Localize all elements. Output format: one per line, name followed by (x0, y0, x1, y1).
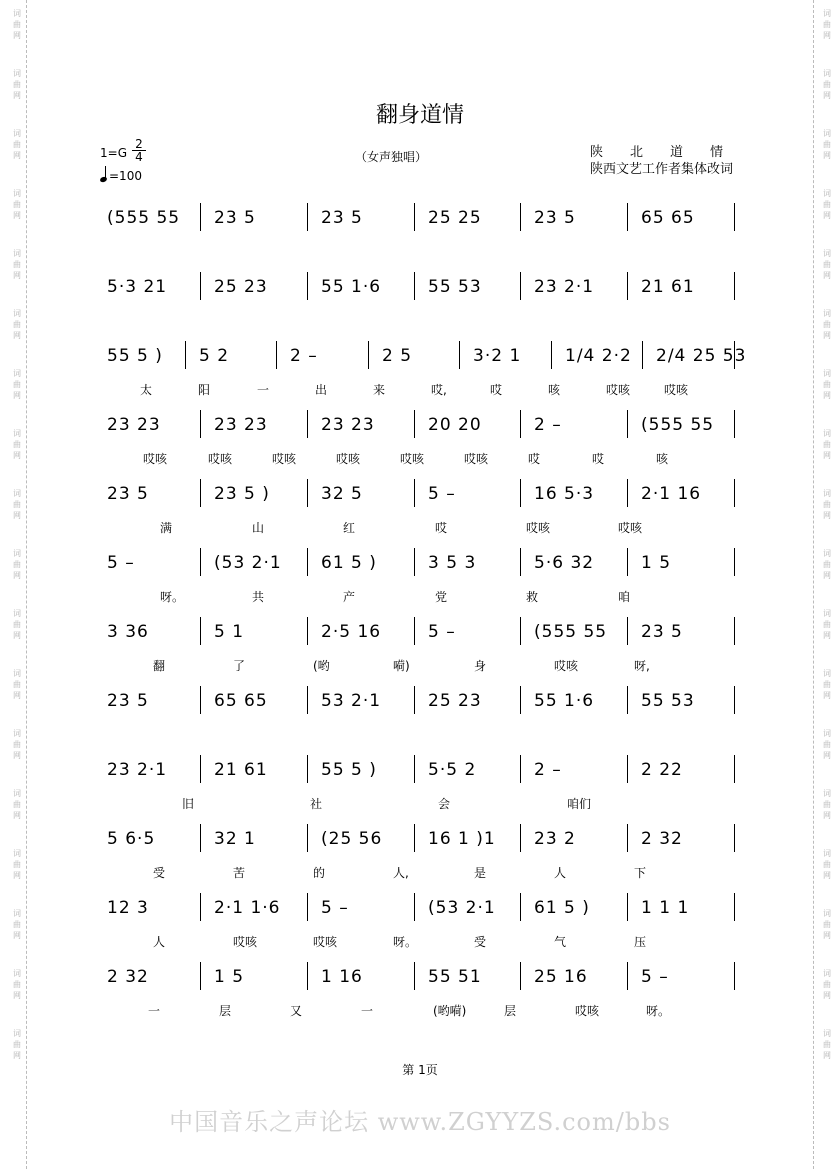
left-watermark-text: 词 曲 网 (13, 549, 21, 580)
lyric: 旧 (182, 797, 195, 811)
credit-lyricist: 陕西文艺工作者集体改词 (590, 162, 734, 177)
barline (734, 962, 735, 990)
barline (200, 272, 201, 300)
measure: 2 – (534, 415, 562, 435)
lyric: 人 (153, 935, 166, 949)
lyric: 又 (290, 1004, 303, 1018)
lyric: 哎 (435, 521, 448, 535)
barline (734, 824, 735, 852)
barline (307, 272, 308, 300)
barline (520, 824, 521, 852)
right-watermark-text: 词 曲 网 (823, 549, 831, 580)
barline (200, 617, 201, 645)
barline (520, 893, 521, 921)
barline (307, 755, 308, 783)
measure: 53 2·1 (321, 691, 382, 711)
lyric: 党 (435, 590, 448, 604)
barline (200, 755, 201, 783)
barline (520, 686, 521, 714)
lyric: 翻 (153, 659, 166, 673)
measure: 23 23 (107, 415, 161, 435)
barline (520, 272, 521, 300)
lyric: 阳 (198, 383, 211, 397)
left-watermark-text: 词 曲 网 (13, 429, 21, 460)
measure: 2/4 25 53 (656, 346, 747, 366)
measure: (53 2·1 (428, 898, 496, 918)
barline (200, 548, 201, 576)
barline (627, 824, 628, 852)
barline (276, 341, 277, 369)
score-row (95, 341, 755, 397)
measure: 5 – (428, 484, 456, 504)
page-number: 第 1页 (402, 1063, 438, 1077)
barline (307, 410, 308, 438)
measure: 25 25 (428, 208, 482, 228)
left-watermark-text: 词 曲 网 (13, 669, 21, 700)
barline (551, 341, 552, 369)
score-row (95, 410, 755, 466)
barline (414, 410, 415, 438)
lyric: 一 (148, 1004, 161, 1018)
barline (520, 548, 521, 576)
measure: 23 23 (321, 415, 375, 435)
barline (200, 824, 201, 852)
right-watermark-text: 词 曲 网 (823, 849, 831, 880)
right-watermark-text: 词 曲 网 (823, 969, 831, 1000)
measure: 65 65 (214, 691, 268, 711)
lyric: 呀, (634, 659, 650, 673)
barline (627, 272, 628, 300)
lyric: 哎, (431, 383, 447, 397)
score-row (95, 686, 755, 726)
measure: 2 – (290, 346, 318, 366)
site-watermark: 中国音乐之声论坛 www.ZGYYZS.com/bbs (169, 1108, 671, 1136)
barline (307, 617, 308, 645)
barline (627, 755, 628, 783)
right-watermark-text: 词 曲 网 (823, 789, 831, 820)
tempo-value: =100 (109, 169, 142, 183)
barline (414, 893, 415, 921)
measure: 25 23 (428, 691, 482, 711)
barline (627, 410, 628, 438)
right-watermark-text: 词 曲 网 (823, 729, 831, 760)
measure: 5·6 32 (534, 553, 595, 573)
measure: 61 5 ) (534, 898, 590, 918)
measure: 23 2 (534, 829, 576, 849)
measure: 23 5 (107, 484, 149, 504)
lyric: 哎 (528, 452, 541, 466)
left-watermark-text: 词 曲 网 (13, 729, 21, 760)
measure: 55 53 (428, 277, 482, 297)
measure: 2·1 16 (641, 484, 702, 504)
right-watermark-text: 词 曲 网 (823, 189, 831, 220)
lyric: 哎咳 (664, 383, 689, 397)
barline (627, 203, 628, 231)
measure: 55 51 (428, 967, 482, 987)
lyric: 层 (504, 1004, 517, 1018)
barline (627, 617, 628, 645)
measure: 23 2·1 (107, 760, 168, 780)
left-watermark-text: 词 曲 网 (13, 189, 21, 220)
measure: 1 5 (641, 553, 672, 573)
measure: 55 53 (641, 691, 695, 711)
lyric: 哎咳 (272, 452, 297, 466)
lyric: 救 (526, 590, 539, 604)
barline (414, 272, 415, 300)
lyric: 呀。 (646, 1004, 671, 1018)
measure: 1 1 1 (641, 898, 690, 918)
barline (734, 548, 735, 576)
measure: 2·5 16 (321, 622, 382, 642)
measure: 55 5 ) (321, 760, 377, 780)
song-title: 翻身道情 (375, 103, 464, 128)
barline (200, 686, 201, 714)
measure: 5 2 (199, 346, 230, 366)
measure: 5 – (107, 553, 135, 573)
lyric: 苦 (233, 866, 246, 880)
barline (520, 479, 521, 507)
barline (734, 272, 735, 300)
barline (200, 893, 201, 921)
left-watermark-text: 词 曲 网 (13, 249, 21, 280)
barline (200, 479, 201, 507)
left-watermark-text: 词 曲 网 (13, 849, 21, 880)
lyric: 哎咳 (554, 659, 579, 673)
measure: 21 61 (214, 760, 268, 780)
score-row (95, 755, 755, 811)
lyric: 哎咳 (336, 452, 361, 466)
left-watermark-text: 词 曲 网 (13, 909, 21, 940)
lyric: 产 (343, 590, 356, 604)
lyric: 哎 (490, 383, 503, 397)
barline (520, 410, 521, 438)
barline (200, 410, 201, 438)
time-signature (132, 138, 146, 163)
lyric: 哎咳 (313, 935, 338, 949)
measure: 16 5·3 (534, 484, 595, 504)
measure: 23 5 (107, 691, 149, 711)
key-signature: 1=G (100, 146, 127, 160)
lyric: 受 (153, 866, 166, 880)
left-watermark-text: 词 曲 网 (13, 369, 21, 400)
lyric: 咱们 (567, 797, 592, 811)
lyric: 了 (233, 659, 246, 673)
barline (642, 341, 643, 369)
left-watermark-text: 词 曲 网 (13, 789, 21, 820)
lyric: 哎咳 (208, 452, 233, 466)
barline (627, 962, 628, 990)
barline (185, 341, 186, 369)
barline (414, 617, 415, 645)
barline (627, 548, 628, 576)
score-row (95, 479, 755, 535)
left-watermark-text: 词 曲 网 (13, 309, 21, 340)
right-watermark-text: 词 曲 网 (823, 489, 831, 520)
lyric: 山 (252, 521, 265, 535)
lyric: 社 (310, 797, 323, 811)
measure: 23 5 (321, 208, 363, 228)
lyric: 受 (474, 935, 487, 949)
right-watermark-text: 词 曲 网 (823, 9, 831, 40)
measure: 25 16 (534, 967, 588, 987)
measure: (53 2·1 (214, 553, 282, 573)
lyric: 共 (252, 590, 265, 604)
right-watermark-text: 词 曲 网 (823, 609, 831, 640)
score-row (95, 824, 755, 880)
measure: 2 22 (641, 760, 683, 780)
measure: 61 5 ) (321, 553, 377, 573)
right-watermark-text: 词 曲 网 (823, 429, 831, 460)
measure: 25 23 (214, 277, 268, 297)
lyric: 的 (313, 866, 326, 880)
time-signature-top: 2 (135, 137, 143, 151)
barline (307, 548, 308, 576)
left-watermark-text: 词 曲 网 (13, 609, 21, 640)
right-watermark-text: 词 曲 网 (823, 669, 831, 700)
lyric: (哟嗬) (433, 1004, 467, 1018)
measure: 1 5 (214, 967, 245, 987)
left-watermark-text: 词 曲 网 (13, 1029, 21, 1060)
right-watermark-text: 词 曲 网 (823, 1029, 831, 1060)
tempo-mark (100, 166, 142, 183)
barline (627, 479, 628, 507)
lyric: 太 (140, 383, 153, 397)
measure: 2 – (534, 760, 562, 780)
barline (307, 962, 308, 990)
barline (414, 548, 415, 576)
lyric: 会 (438, 797, 451, 811)
credit-origin: 陕北道情 (590, 145, 751, 160)
measure: 23 2·1 (534, 277, 595, 297)
measure: 5 – (321, 898, 349, 918)
measure: 32 5 (321, 484, 363, 504)
barline (734, 755, 735, 783)
barline (520, 962, 521, 990)
score-row (95, 272, 755, 312)
right-watermark-text: 词 曲 网 (823, 309, 831, 340)
lyric: 身 (474, 659, 487, 673)
measure: 5 – (641, 967, 669, 987)
barline (414, 824, 415, 852)
measure: 65 65 (641, 208, 695, 228)
barline (734, 893, 735, 921)
barline (307, 203, 308, 231)
measure: (25 56 (321, 829, 383, 849)
lyric: 哎咳 (143, 452, 168, 466)
measure: 1 16 (321, 967, 363, 987)
barline (200, 962, 201, 990)
song-subtitle: （女声独唱） (355, 150, 428, 164)
measure: 5 1 (214, 622, 245, 642)
score-row (95, 203, 755, 243)
barline (520, 617, 521, 645)
barline (414, 962, 415, 990)
lyric: 是 (474, 866, 487, 880)
barline (414, 686, 415, 714)
lyric: 满 (160, 521, 173, 535)
measure: 16 1 )1 (428, 829, 496, 849)
barline (520, 203, 521, 231)
left-watermark-text: 词 曲 网 (13, 9, 21, 40)
measure: 2 5 (382, 346, 413, 366)
lyric: (哟 (313, 659, 330, 673)
measure: 23 23 (214, 415, 268, 435)
barline (368, 341, 369, 369)
measure: 5 6·5 (107, 829, 156, 849)
score-row (95, 962, 755, 1018)
lyric: 哎咳 (526, 521, 551, 535)
time-signature-bottom: 4 (132, 150, 146, 163)
quarter-note-icon (99, 176, 107, 183)
lyric: 人, (393, 866, 409, 880)
barline (627, 686, 628, 714)
lyric: 层 (219, 1004, 232, 1018)
lyric: 人 (554, 866, 567, 880)
barline (734, 479, 735, 507)
barline (414, 203, 415, 231)
lyric: 哎咳 (575, 1004, 600, 1018)
measure: 2 32 (107, 967, 149, 987)
barline (307, 479, 308, 507)
measure: 2 32 (641, 829, 683, 849)
measure: 23 5 (214, 208, 256, 228)
measure: 3 5 3 (428, 553, 477, 573)
barline (200, 203, 201, 231)
lyric: 哎咳 (400, 452, 425, 466)
lyric: 嗬) (393, 659, 410, 673)
measure: 23 5 (534, 208, 576, 228)
measure: 1/4 2·2 (565, 346, 632, 366)
barline (459, 341, 460, 369)
measure: 55 5 ) (107, 346, 163, 366)
left-watermark-text: 词 曲 网 (13, 129, 21, 160)
lyric: 哎咳 (618, 521, 643, 535)
lyric: 呀。 (393, 935, 418, 949)
measure: 55 1·6 (534, 691, 595, 711)
barline (734, 410, 735, 438)
barline (627, 893, 628, 921)
score-row (95, 893, 755, 949)
measure: 23 5 (641, 622, 683, 642)
measure: (555 55 (534, 622, 608, 642)
barline (734, 686, 735, 714)
measure: 2·1 1·6 (214, 898, 281, 918)
barline (734, 617, 735, 645)
barline (307, 824, 308, 852)
lyric: 一 (361, 1004, 374, 1018)
right-watermark-text: 词 曲 网 (823, 129, 831, 160)
lyric: 下 (634, 866, 647, 880)
lyric: 咱 (618, 590, 631, 604)
measure: 21 61 (641, 277, 695, 297)
measure: (555 55 (641, 415, 715, 435)
lyric: 一 (257, 383, 270, 397)
barline (734, 203, 735, 231)
measure: 12 3 (107, 898, 149, 918)
lyric: 哎咳 (464, 452, 489, 466)
left-watermark-text: 词 曲 网 (13, 969, 21, 1000)
right-watermark-text: 词 曲 网 (823, 369, 831, 400)
right-watermark-text: 词 曲 网 (823, 249, 831, 280)
right-watermark-text: 词 曲 网 (823, 69, 831, 100)
measure: (555 55 (107, 208, 181, 228)
left-watermark-text: 词 曲 网 (13, 69, 21, 100)
lyric: 呀。 (160, 590, 185, 604)
measure: 32 1 (214, 829, 256, 849)
lyric: 红 (343, 521, 356, 535)
barline (414, 755, 415, 783)
lyric: 出 (315, 383, 328, 397)
lyric: 哎咳 (606, 383, 631, 397)
measure: 3·2 1 (473, 346, 522, 366)
measure: 23 5 ) (214, 484, 270, 504)
lyric: 来 (373, 383, 386, 397)
lyric: 哎 (592, 452, 605, 466)
lyric: 哎咳 (233, 935, 258, 949)
measure: 3 36 (107, 622, 149, 642)
measure: 5·5 2 (428, 760, 477, 780)
measure: 5 – (428, 622, 456, 642)
right-watermark-text: 词 曲 网 (823, 909, 831, 940)
credits (590, 144, 750, 178)
score-row (95, 548, 755, 604)
lyric: 咳 (548, 383, 561, 397)
lyric: 压 (634, 935, 647, 949)
barline (520, 755, 521, 783)
left-watermark-text: 词 曲 网 (13, 489, 21, 520)
lyric: 气 (554, 935, 567, 949)
measure: 20 20 (428, 415, 482, 435)
measure: 55 1·6 (321, 277, 382, 297)
measure: 5·3 21 (107, 277, 168, 297)
barline (414, 479, 415, 507)
barline (307, 893, 308, 921)
barline (307, 686, 308, 714)
score-row (95, 617, 755, 673)
lyric: 咳 (656, 452, 669, 466)
